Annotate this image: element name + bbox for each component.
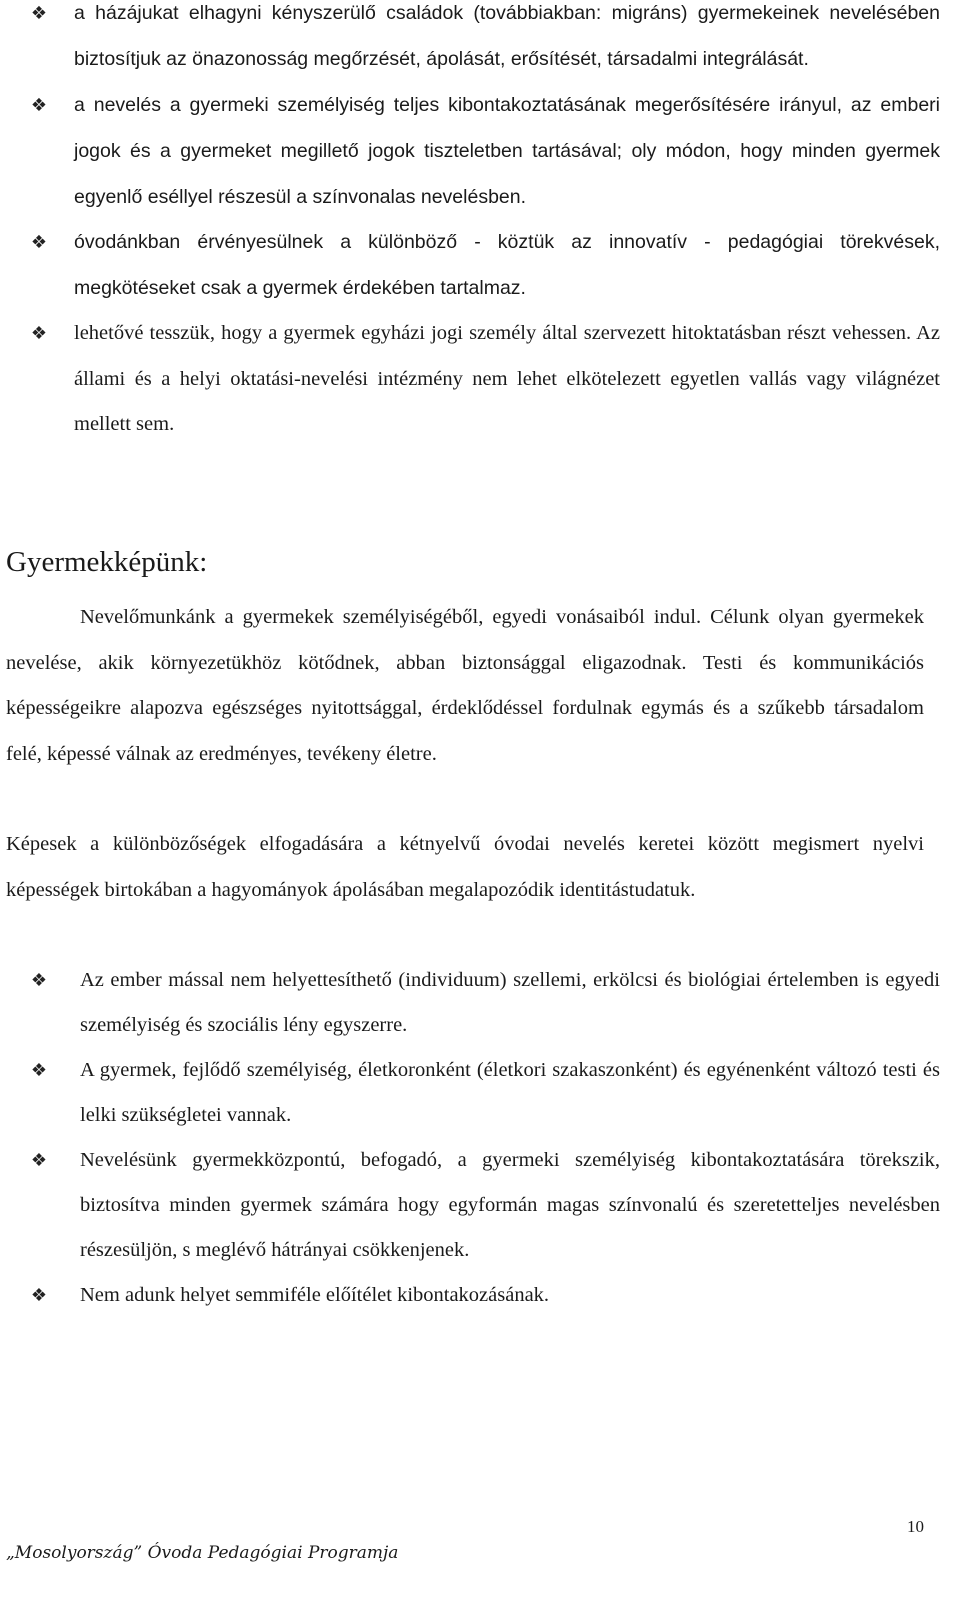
list-item [0,311,940,448]
diamond-bullet-icon: ❖ [30,231,48,252]
paragraph: Nevelőmunkánk a gyermekek személyiségéből, egyedi vonásaiból indul. Célunk olyan gyermekek nevelése, akik környezetükhöz kötődnek, abban biztonsággal eligazodnak. Testi és kommunikációs képességeikre alapozva egészséges nyitottsággal, érdeklődéssel fordulnak egymás és a szűkebb társadalom felé, képessé válnak az eredményes, tevékeny életre. [6,606,924,765]
list-item-text: Nevelésünk gyermekközpontú, befogadó, a gyermeki személyiség kibontakoztatására törekszik, biztosítva minden gyermek számára hogy egyformán magas színvonalú és szeretetteljes nevelésben részesüljön, s meglévő hátrányai csökkenjenek. [80,1149,940,1261]
section-heading: Gyermekképünk: [6,546,208,578]
list-item [0,1138,940,1273]
list-item [0,1048,940,1138]
diamond-bullet-icon: ❖ [30,94,48,115]
list-item-text: a házájukat elhagyni kényszerülő családok (továbbiakban: migráns) gyermekeinek nevelésében biztosítjuk az önazonosság megőrzését, ápolását, erősítését, társadalmi integrálását. [74,2,940,70]
list-item [0,1273,940,1318]
diamond-bullet-icon: ❖ [30,1150,48,1170]
list-item-text: Nem adunk helyet semmiféle előítélet kibontakozásának. [80,1284,550,1306]
list-item-text: Az ember mással nem helyettesíthető (individuum) szellemi, erkölcsi és biológiai értelemben is egyedi személyiség és szociális lény egyszerre. [80,969,940,1036]
diamond-bullet-icon: ❖ [30,322,48,343]
bottom-bullet-list [0,958,940,1318]
list-item [0,220,940,311]
list-item-text: óvodánkban érvényesülnek a különböző - köztük az innovatív - pedagógiai törekvések, megkötéseket csak a gyermek érdekében tartalmaz. [74,231,940,299]
list-item [0,82,940,220]
list-item-text: lehetővé tesszük, hogy a gyermek egyházi jogi személy által szervezett hitoktatásban részt vehessen. Az állami és a helyi oktatási-nevelési intézmény nem lehet elkötelezett egyetlen vallás vagy világnézet mellett sem. [74,322,940,435]
top-bullet-list [0,0,940,448]
paragraph: Képesek a különbözőségek elfogadására a kétnyelvű óvodai nevelés keretei között megismert nyelvi képességek birtokában a hagyományok ápolásában megalapozódik identitástudatuk. [6,833,924,901]
page-number: 10 [907,1517,924,1536]
diamond-bullet-icon: ❖ [30,2,48,23]
diamond-bullet-icon: ❖ [30,1285,48,1305]
list-item [0,0,940,82]
diamond-bullet-icon: ❖ [30,970,48,990]
page-footer: „Mosolyország” Óvoda Pedagógiai Programja [6,1543,399,1563]
list-item-text: A gyermek, fejlődő személyiség, életkoronként (életkori szakaszonként) és egyénenként változó testi és lelki szükségletei vannak. [80,1059,940,1126]
list-item [0,958,940,1048]
diamond-bullet-icon: ❖ [30,1060,48,1080]
list-item-text: a nevelés a gyermeki személyiség teljes kibontakoztatásának megerősítésére irányul, az emberi jogok és a gyermeket megillető jogok tiszteletben tartásával; oly módon, hogy minden gyermek egyenlő eséllyel részesül a színvonalas nevelésben. [74,94,940,208]
